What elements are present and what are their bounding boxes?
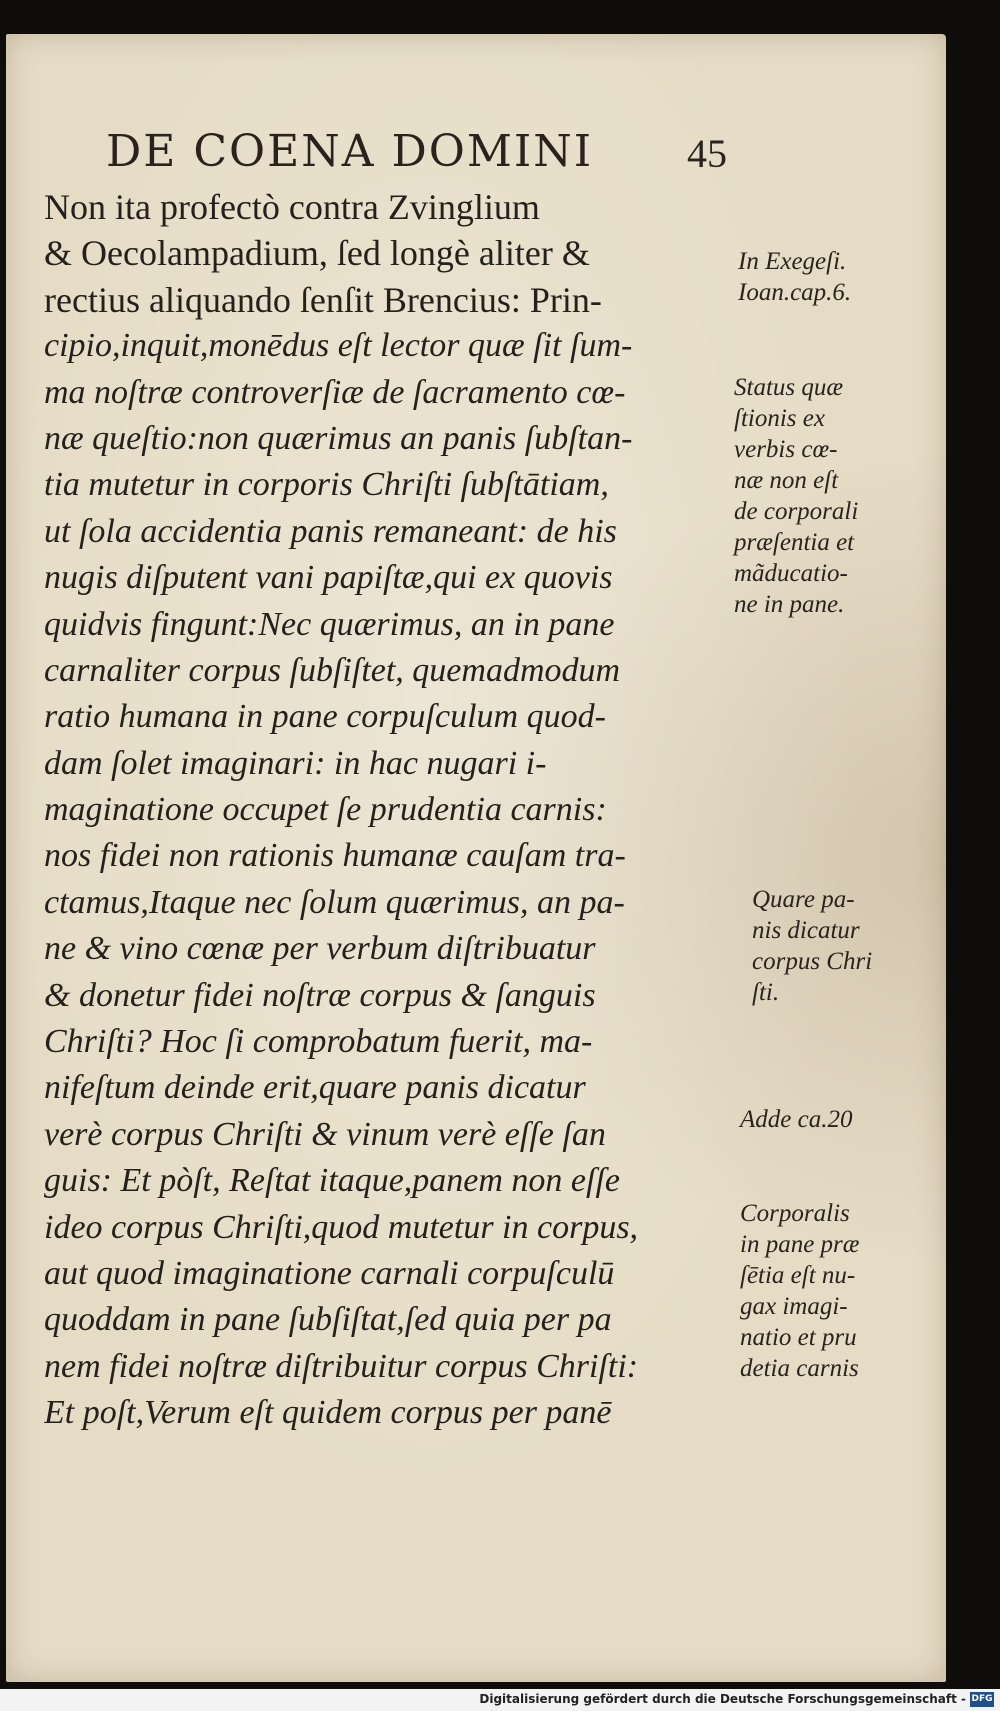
text-line: nos fidei non rationis humanæ cauſam tra- [44,837,626,875]
margin-note-line: detia carnis [740,1355,859,1382]
text-line: aut quod imaginatione carnali corpuſculū [44,1254,615,1292]
margin-note-line: præſentia et [734,529,855,556]
margin-note-line: Quare pa- [752,886,855,913]
text-line: quidvis fingunt:Nec quærimus, an in pane [44,605,615,643]
margin-note-line: ne in pane. [734,591,845,618]
margin-note-line: nis dicatur [752,917,860,944]
text-line: ideo corpus Chriſti,quod mutetur in corpus, [44,1208,639,1246]
text-line: Chriſti? Hoc ſi comprobatum fuerit, ma- [44,1023,593,1061]
funding-credit: Digitalisierung gefördert durch die Deutsche Forschungsgemeinschaft - [479,1692,966,1706]
margin-note-line: natio et pru [740,1324,857,1351]
book-page [6,34,946,1682]
margin-note-line: Corporalis [740,1200,850,1227]
page-number: 45 [687,131,727,176]
margin-note-line: Adde ca.20 [740,1106,853,1133]
margin-note-line: Status quæ [734,374,844,401]
margin-note-line: mãducatio- [734,560,848,587]
text-line: & Oecolampadium, ſed longè aliter & [44,233,590,274]
text-line: & donetur fidei noſtræ corpus & ſanguis [44,976,596,1014]
text-line: cipio,inquit,monēdus eſt lector quæ ſit ſum- [44,327,633,365]
margin-note-adde [740,1104,852,1135]
margin-note-line: corpus Chri [752,948,873,975]
text-line: næ queſtio:non quærimus an panis ſubſtan- [44,419,633,457]
margin-note-line: Ioan.cap.6. [738,279,852,306]
text-line: tia mutetur in corporis Chriſti ſubſtātiam, [44,466,609,504]
text-line: dam ſolet imaginari: in hac nugari i- [44,744,547,782]
text-line: ma noſtræ controverſiæ de ſacramento cœ- [44,373,626,411]
dfg-logo-icon: DFG [970,1692,994,1707]
text-line: guis: Et pòſt, Reſtat itaque,panem non eſſe [44,1162,621,1200]
margin-note-line: ſtionis ex [734,405,825,432]
margin-note-line: de corporali [734,498,859,525]
running-head: DE COENA DOMINI [106,126,594,177]
footer-credit-bar [0,1689,1000,1711]
text-line: quoddam in pane ſubſiſtat,ſed quia per pa [44,1301,612,1339]
text-line: ratio humana in pane corpuſculum quod- [44,698,606,736]
text-line: carnaliter corpus ſubſiſtet, quemadmodum [44,651,621,689]
margin-note-quare [752,884,872,1008]
text-line: nugis diſputent vani papiſtæ,qui ex quovis [44,559,613,597]
margin-note-line: ſētia eſt nu- [740,1262,856,1289]
margin-note-line: in pane præ [740,1231,860,1258]
margin-note-line: ſti. [752,979,780,1006]
text-line: Non ita profectò contra Zvinglium [44,187,540,227]
text-line: nem fidei noſtræ diſtribuitur corpus Chriſti: [44,1347,639,1385]
text-line: ctamus,Itaque nec ſolum quærimus, an pa- [44,883,625,921]
text-line: ut ſola accidentia panis remaneant: de his [44,512,617,550]
margin-note-line: gax imagi- [740,1293,848,1320]
text-line: Et poſt,Verum eſt quidem corpus per panē [44,1394,612,1432]
margin-note-line: verbis cœ- [734,436,838,463]
margin-note-corporalis [740,1198,859,1384]
margin-note-line: næ non eſt [734,467,839,494]
margin-note-status [734,372,858,620]
margin-note-line: In Exegeſi. [738,248,847,275]
text-line: rectius aliquando ſenſit Brencius: Prin- [44,279,602,320]
text-line: verè corpus Chriſti & vinum verè eſſe ſan [44,1115,606,1153]
margin-note-exegesi [738,246,851,308]
text-line: maginatione occupet ſe prudentia carnis: [44,791,607,829]
main-text-block [44,184,744,1437]
text-line: ne & vino cœnæ per verbum diſtribuatur [44,930,596,968]
text-line: nifeſtum deinde erit,quare panis dicatur [44,1069,586,1107]
